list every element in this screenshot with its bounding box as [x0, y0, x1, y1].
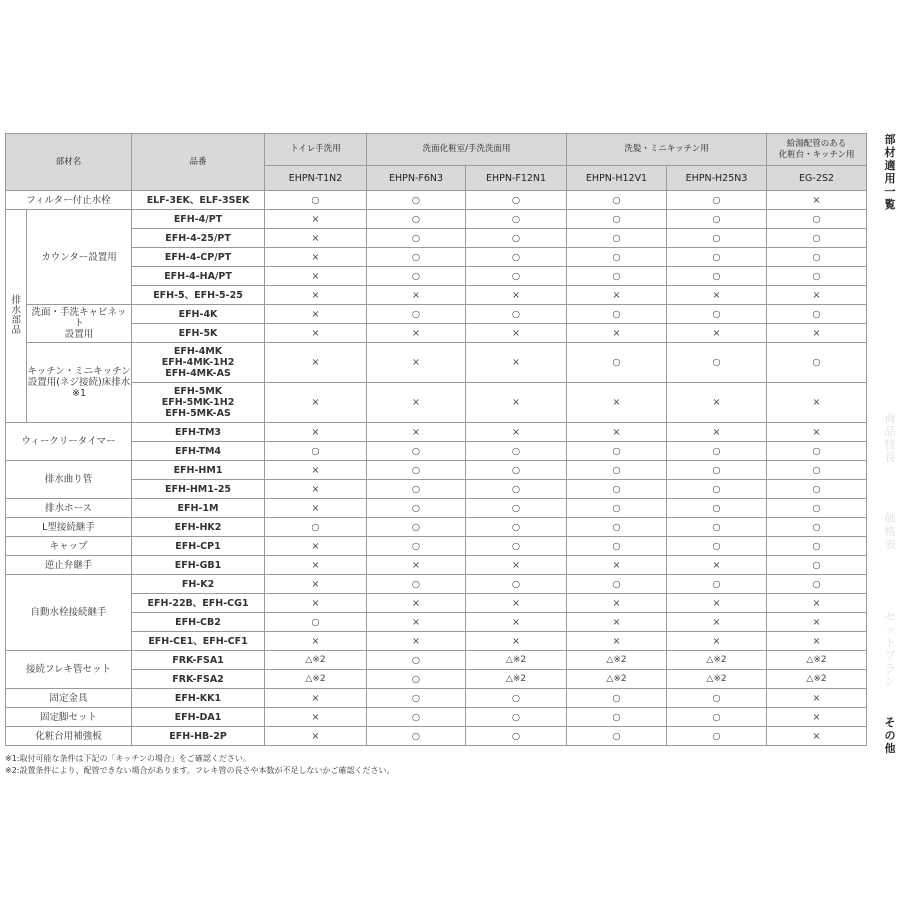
table-row — [6, 480, 867, 499]
compat-mark-cell: × — [367, 613, 466, 632]
compat-mark-cell: × — [466, 324, 567, 343]
part-category-cell: 排水ホース — [6, 499, 132, 518]
compat-mark-cell: × — [367, 423, 466, 442]
header-model: EHPN-F6N3 — [367, 166, 466, 191]
compat-mark-cell: ○ — [667, 708, 767, 727]
compat-mark-cell: ○ — [466, 480, 567, 499]
compat-mark-cell: ○ — [567, 229, 667, 248]
compat-mark-cell: × — [567, 423, 667, 442]
compat-mark-cell: ○ — [567, 689, 667, 708]
compat-mark-cell: ○ — [367, 575, 466, 594]
compat-mark-cell: ○ — [667, 689, 767, 708]
compat-mark-cell: × — [667, 556, 767, 575]
compat-mark-cell: ○ — [367, 305, 466, 324]
compat-mark-cell: ○ — [767, 267, 867, 286]
compat-mark-cell: × — [466, 594, 567, 613]
part-number-cell: EFH-4-25/PT — [132, 229, 265, 248]
compat-mark-cell: × — [667, 383, 767, 423]
part-number-cell: EFH-1M — [132, 499, 265, 518]
compat-mark-cell: ○ — [667, 442, 767, 461]
table-row — [6, 689, 867, 708]
compat-mark-cell: × — [367, 324, 466, 343]
part-number-cell: EFH-KK1 — [132, 689, 265, 708]
compat-mark-cell: ○ — [265, 613, 367, 632]
footnote-1: ※1:取付可能な条件は下記の「キッチンの場合」をご確認ください。 — [5, 754, 251, 763]
table-row — [6, 575, 867, 594]
table-row — [6, 518, 867, 537]
compat-mark-cell: × — [567, 556, 667, 575]
table-row — [6, 613, 867, 632]
table-row — [6, 499, 867, 518]
compat-mark-cell: × — [265, 689, 367, 708]
compat-mark-cell: ○ — [767, 556, 867, 575]
compat-mark-cell: × — [265, 286, 367, 305]
compat-mark-cell: △※2 — [466, 670, 567, 689]
part-number-cell: EFH-5MK EFH-5MK-1H2 EFH-5MK-AS — [132, 383, 265, 423]
table-row — [6, 727, 867, 746]
part-number-cell: EFH-5、EFH-5-25 — [132, 286, 265, 305]
compat-mark-cell: × — [265, 499, 367, 518]
part-category-cell: フィルター付止水栓 — [6, 191, 132, 210]
compat-mark-cell: × — [265, 229, 367, 248]
header-group-hotwater: 給湯配管のある 化粧台・キッチン用 — [767, 134, 867, 166]
compat-mark-cell: ○ — [767, 499, 867, 518]
compat-mark-cell: × — [667, 324, 767, 343]
compat-mark-cell: ○ — [567, 708, 667, 727]
compat-mark-cell: ○ — [367, 229, 466, 248]
header-model: EG-2S2 — [767, 166, 867, 191]
part-number-cell: ELF-3EK、ELF-3SEK — [132, 191, 265, 210]
part-category-cell: L型接続継手 — [6, 518, 132, 537]
compat-mark-cell: ○ — [466, 210, 567, 229]
table-row — [6, 442, 867, 461]
compat-mark-cell: ○ — [667, 537, 767, 556]
table-row — [6, 423, 867, 442]
compat-mark-cell: × — [265, 594, 367, 613]
compat-mark-cell: ○ — [667, 518, 767, 537]
footnotes — [5, 753, 395, 777]
compat-mark-cell: × — [265, 305, 367, 324]
compat-mark-cell: × — [767, 324, 867, 343]
compat-mark-cell: × — [265, 556, 367, 575]
table-row — [6, 670, 867, 689]
compat-mark-cell: ○ — [265, 191, 367, 210]
group-label-text: 排水部品 — [11, 295, 22, 336]
table-row — [6, 267, 867, 286]
compat-mark-cell: △※2 — [466, 651, 567, 670]
compat-mark-cell: ○ — [265, 442, 367, 461]
part-number-cell: EFH-4-CP/PT — [132, 248, 265, 267]
part-number-cell: EFH-HB-2P — [132, 727, 265, 746]
compat-mark-cell: ○ — [567, 191, 667, 210]
part-category-cell: キッチン・ミニキッチン 設置用(ネジ接続)床排水※1 — [27, 343, 132, 423]
part-number-cell: EFH-4K — [132, 305, 265, 324]
compat-mark-cell: ○ — [567, 442, 667, 461]
part-number-cell: EFH-4/PT — [132, 210, 265, 229]
compat-mark-cell: △※2 — [265, 670, 367, 689]
compat-mark-cell: × — [466, 613, 567, 632]
compat-mark-cell: ○ — [367, 708, 466, 727]
compat-mark-cell: × — [667, 423, 767, 442]
part-number-cell: EFH-GB1 — [132, 556, 265, 575]
compat-mark-cell: ○ — [767, 305, 867, 324]
compat-mark-cell: △※2 — [667, 651, 767, 670]
table-body — [6, 191, 867, 746]
part-number-cell: EFH-HK2 — [132, 518, 265, 537]
compat-mark-cell: ○ — [667, 191, 767, 210]
compat-mark-cell: × — [767, 383, 867, 423]
side-tab-parts-list[interactable]: 部材適用一覧 — [884, 133, 896, 211]
compat-mark-cell: ○ — [567, 305, 667, 324]
compat-mark-cell: ○ — [367, 727, 466, 746]
compat-mark-cell: ○ — [667, 575, 767, 594]
compat-mark-cell: × — [265, 537, 367, 556]
compat-mark-cell: ○ — [367, 537, 466, 556]
compat-mark-cell: × — [567, 383, 667, 423]
part-number-cell: EFH-DA1 — [132, 708, 265, 727]
compat-mark-cell: ○ — [466, 499, 567, 518]
compat-mark-cell: ○ — [667, 267, 767, 286]
compat-mark-cell: ○ — [466, 537, 567, 556]
header-model: EHPN-H12V1 — [567, 166, 667, 191]
compat-mark-cell: ○ — [767, 537, 867, 556]
compat-mark-cell: ○ — [667, 210, 767, 229]
part-number-cell: EFH-CP1 — [132, 537, 265, 556]
compat-mark-cell: × — [367, 383, 466, 423]
header-group-toilet: トイレ手洗用 — [265, 134, 367, 166]
compat-mark-cell: ○ — [466, 191, 567, 210]
part-category-cell: 接続フレキ管セット — [6, 651, 132, 689]
compat-mark-cell: × — [265, 632, 367, 651]
header-part-number: 品番 — [132, 134, 265, 191]
compat-mark-cell: ○ — [767, 248, 867, 267]
compat-mark-cell: × — [767, 594, 867, 613]
compat-mark-cell: × — [567, 324, 667, 343]
compat-mark-cell: △※2 — [767, 651, 867, 670]
compat-mark-cell: ○ — [667, 499, 767, 518]
compat-mark-cell: × — [767, 632, 867, 651]
compat-mark-cell: ○ — [466, 727, 567, 746]
compat-mark-cell: ○ — [367, 480, 466, 499]
compat-mark-cell: ○ — [667, 480, 767, 499]
part-number-cell: EFH-22B、EFH-CG1 — [132, 594, 265, 613]
compat-mark-cell: ○ — [466, 267, 567, 286]
part-number-cell: EFH-TM4 — [132, 442, 265, 461]
compat-mark-cell: ○ — [567, 727, 667, 746]
compat-mark-cell: ○ — [667, 727, 767, 746]
compat-mark-cell: ○ — [367, 670, 466, 689]
table-row — [6, 708, 867, 727]
compat-mark-cell: × — [265, 575, 367, 594]
table-row — [6, 556, 867, 575]
compat-mark-cell: ○ — [767, 229, 867, 248]
part-category-cell: 自動水栓接続継手 — [6, 575, 132, 651]
compat-mark-cell: ○ — [667, 343, 767, 383]
compat-mark-cell: △※2 — [667, 670, 767, 689]
part-category-cell: キャップ — [6, 537, 132, 556]
compat-mark-cell: × — [265, 727, 367, 746]
compat-mark-cell: × — [466, 383, 567, 423]
compat-mark-cell: × — [265, 267, 367, 286]
compat-mark-cell: ○ — [567, 343, 667, 383]
part-number-cell: EFH-HM1-25 — [132, 480, 265, 499]
compat-mark-cell: × — [767, 708, 867, 727]
compat-mark-cell: ○ — [466, 442, 567, 461]
compat-mark-cell: ○ — [667, 248, 767, 267]
table-row — [6, 305, 867, 324]
footnote-2: ※2:設置条件により、配管できない場合があります。フレキ管の長さや本数が不足しないかご確認ください。 — [5, 766, 395, 775]
header-model: EHPN-H25N3 — [667, 166, 767, 191]
compat-mark-cell: × — [767, 689, 867, 708]
compat-mark-cell: × — [767, 727, 867, 746]
compat-mark-cell: △※2 — [767, 670, 867, 689]
part-category-cell: 洗面・手洗キャビネット 設置用 — [27, 305, 132, 343]
compat-mark-cell: × — [367, 632, 466, 651]
part-number-cell: EFH-HM1 — [132, 461, 265, 480]
compat-mark-cell: × — [667, 632, 767, 651]
part-number-cell: EFH-CE1、EFH-CF1 — [132, 632, 265, 651]
compat-mark-cell: ○ — [466, 305, 567, 324]
table-row — [6, 210, 867, 229]
compat-mark-cell: ○ — [367, 499, 466, 518]
compat-mark-cell: × — [265, 480, 367, 499]
compat-mark-cell: × — [265, 423, 367, 442]
compat-mark-cell: ○ — [466, 575, 567, 594]
compat-mark-cell: ○ — [367, 248, 466, 267]
compatibility-table — [5, 133, 867, 746]
table-row — [6, 229, 867, 248]
table-row — [6, 651, 867, 670]
compat-mark-cell: × — [265, 708, 367, 727]
compat-mark-cell: ○ — [466, 229, 567, 248]
compat-mark-cell: △※2 — [567, 651, 667, 670]
compat-mark-cell: ○ — [466, 461, 567, 480]
compat-mark-cell: × — [367, 556, 466, 575]
compat-mark-cell: × — [567, 594, 667, 613]
header-part-category: 部材名 — [6, 134, 132, 191]
compat-mark-cell: ○ — [767, 210, 867, 229]
side-tab-set-plan[interactable]: セットプラン — [884, 610, 896, 688]
compat-mark-cell: ○ — [367, 689, 466, 708]
compat-mark-cell: ○ — [265, 518, 367, 537]
part-number-cell: EFH-4MK EFH-4MK-1H2 EFH-4MK-AS — [132, 343, 265, 383]
compat-mark-cell: ○ — [767, 442, 867, 461]
compat-mark-cell: × — [466, 286, 567, 305]
table-row — [6, 632, 867, 651]
part-category-cell: ウィークリータイマー — [6, 423, 132, 461]
compat-mark-cell: ○ — [567, 480, 667, 499]
compat-mark-cell: ○ — [567, 248, 667, 267]
side-tab-price-list[interactable]: 価格表 — [884, 512, 896, 551]
compat-mark-cell: × — [265, 383, 367, 423]
compat-mark-cell: ○ — [567, 575, 667, 594]
compat-mark-cell: ○ — [767, 518, 867, 537]
part-number-cell: FRK-FSA2 — [132, 670, 265, 689]
compat-mark-cell: ○ — [567, 461, 667, 480]
compat-mark-cell: × — [767, 423, 867, 442]
compat-mark-cell: × — [567, 613, 667, 632]
compat-mark-cell: ○ — [767, 461, 867, 480]
table-row — [6, 461, 867, 480]
compat-mark-cell: × — [667, 594, 767, 613]
compat-mark-cell: × — [466, 632, 567, 651]
header-group-hairwash-kitchen: 洗髪・ミニキッチン用 — [567, 134, 767, 166]
compat-mark-cell: ○ — [567, 537, 667, 556]
compat-mark-cell: × — [567, 632, 667, 651]
compat-mark-cell: ○ — [667, 305, 767, 324]
compat-mark-cell: ○ — [466, 518, 567, 537]
compat-mark-cell: ○ — [367, 191, 466, 210]
compat-mark-cell: ○ — [667, 461, 767, 480]
table-row — [6, 383, 867, 423]
compat-mark-cell: × — [265, 343, 367, 383]
part-number-cell: EFH-4-HA/PT — [132, 267, 265, 286]
compat-mark-cell: × — [667, 286, 767, 305]
compat-mark-cell: ○ — [767, 343, 867, 383]
table-row — [6, 343, 867, 383]
compat-mark-cell: ○ — [567, 518, 667, 537]
table-row — [6, 324, 867, 343]
compat-mark-cell: ○ — [567, 267, 667, 286]
side-tab-other[interactable]: その他 — [884, 716, 896, 755]
compat-mark-cell: × — [767, 191, 867, 210]
compat-mark-cell: ○ — [567, 499, 667, 518]
compat-mark-cell: × — [466, 343, 567, 383]
table-row — [6, 594, 867, 613]
compat-mark-cell: ○ — [466, 689, 567, 708]
table-row — [6, 286, 867, 305]
compat-mark-cell: × — [667, 613, 767, 632]
compat-mark-cell: × — [567, 286, 667, 305]
part-category-cell: 化粧台用補強板 — [6, 727, 132, 746]
header-model: EHPN-T1N2 — [265, 166, 367, 191]
compat-mark-cell: ○ — [767, 480, 867, 499]
part-number-cell: EFH-5K — [132, 324, 265, 343]
part-number-cell: EFH-TM3 — [132, 423, 265, 442]
compat-mark-cell: × — [265, 461, 367, 480]
compat-mark-cell: ○ — [367, 267, 466, 286]
table-row — [6, 537, 867, 556]
part-number-cell: FRK-FSA1 — [132, 651, 265, 670]
part-category-cell: カウンター設置用 — [27, 210, 132, 305]
drain-parts-group-label — [6, 210, 27, 423]
compat-mark-cell: × — [767, 286, 867, 305]
compat-mark-cell: △※2 — [265, 651, 367, 670]
compat-mark-cell: × — [367, 286, 466, 305]
table-row — [6, 191, 867, 210]
part-number-cell: FH-K2 — [132, 575, 265, 594]
compat-mark-cell: × — [265, 324, 367, 343]
part-number-cell: EFH-CB2 — [132, 613, 265, 632]
compat-mark-cell: ○ — [667, 229, 767, 248]
compat-mark-cell: × — [367, 594, 466, 613]
side-tab-features[interactable]: 商品特長 — [884, 412, 896, 464]
compat-mark-cell: × — [466, 423, 567, 442]
compat-mark-cell: × — [265, 248, 367, 267]
compat-mark-cell: ○ — [367, 518, 466, 537]
compat-mark-cell: ○ — [367, 651, 466, 670]
compat-mark-cell: ○ — [767, 575, 867, 594]
part-category-cell: 排水曲り管 — [6, 461, 132, 499]
compat-mark-cell: × — [265, 210, 367, 229]
part-category-cell: 逆止弁継手 — [6, 556, 132, 575]
part-category-cell: 固定金具 — [6, 689, 132, 708]
header-group-washroom: 洗面化粧室/手洗洗面用 — [367, 134, 567, 166]
compat-mark-cell: ○ — [367, 210, 466, 229]
compat-mark-cell: ○ — [466, 248, 567, 267]
compat-mark-cell: ○ — [466, 708, 567, 727]
compat-mark-cell: ○ — [567, 210, 667, 229]
table-row — [6, 248, 867, 267]
compat-mark-cell: △※2 — [567, 670, 667, 689]
compat-mark-cell: × — [367, 343, 466, 383]
part-category-cell: 固定脚セット — [6, 708, 132, 727]
compat-mark-cell: ○ — [367, 442, 466, 461]
header-model: EHPN-F12N1 — [466, 166, 567, 191]
compat-mark-cell: ○ — [367, 461, 466, 480]
compat-mark-cell: × — [767, 613, 867, 632]
compat-mark-cell: × — [466, 556, 567, 575]
